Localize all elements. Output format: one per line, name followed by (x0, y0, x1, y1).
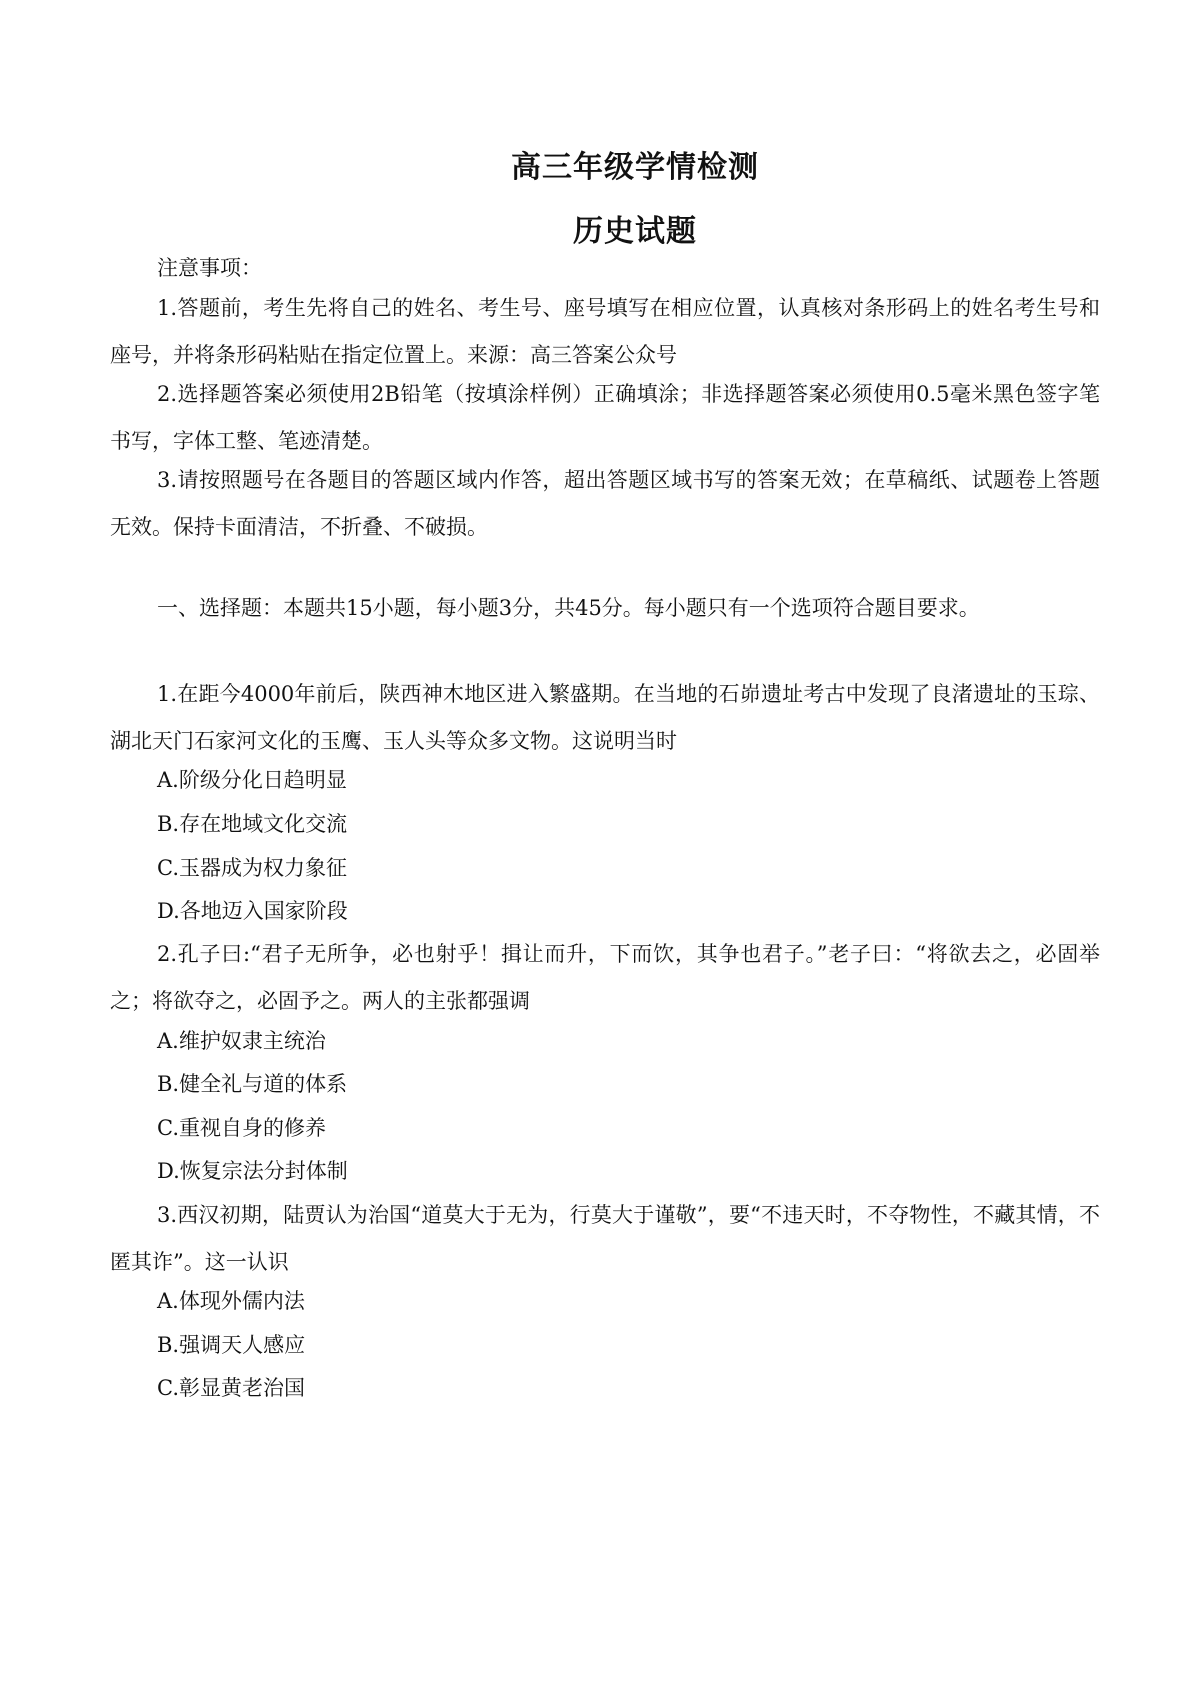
notice-item-1: 1.答题前，考生先将自己的姓名、考生号、座号填写在相应位置，认真核对条形码上的姓名考生号和座号，并将条形码粘贴在指定位置上。来源：高三答案公众号 (110, 296, 1100, 367)
exam-title: 高三年级学情检测 (511, 150, 759, 185)
notice-heading: 注意事项： (157, 256, 262, 280)
notice-item-3: 3.请按照题号在各题目的答题区域内作答，超出答题区域书写的答案无效；在草稿纸、试题卷上答题无效。保持卡面清洁，不折叠、不破损。 (110, 468, 1100, 539)
question-1-option-b: B.存在地域文化交流 (157, 812, 348, 836)
question-1-stem: 1.在距今4000年前后，陕西神木地区进入繁盛期。在当地的石峁遗址考古中发现了良渚遗址的玉琮、湖北天门石家河文化的玉鹰、玉人头等众多文物。这说明当时 (110, 682, 1100, 753)
question-3-option-a: A.体现外儒内法 (157, 1289, 305, 1313)
question-2-option-a: A.维护奴隶主统治 (157, 1029, 326, 1053)
section-heading: 一、选择题：本题共15小题，每小题3分，共45分。每小题只有一个选项符合题目要求。 (157, 596, 980, 620)
question-3-stem: 3.西汉初期，陆贾认为治国“道莫大于无为，行莫大于谨敬”，要“不违天时，不夺物性，不藏其情，不匿其诈”。这一认识 (110, 1203, 1100, 1274)
question-2-option-b: B.健全礼与道的体系 (157, 1072, 348, 1096)
question-1-option-a: A.阶级分化日趋明显 (157, 768, 347, 792)
question-1-option-d: D.各地迈入国家阶段 (157, 899, 348, 923)
question-2-option-c: C.重视自身的修养 (157, 1116, 326, 1140)
exam-subtitle: 历史试题 (573, 214, 697, 249)
question-1-option-c: C.玉器成为权力象征 (157, 856, 347, 880)
notice-item-2: 2.选择题答案必须使用2B铅笔（按填涂样例）正确填涂；非选择题答案必须使用0.5毫米黑色签字笔书写，字体工整、笔迹清楚。 (110, 382, 1100, 453)
question-2-option-d: D.恢复宗法分封体制 (157, 1159, 348, 1183)
question-3-option-b: B.强调天人感应 (157, 1333, 306, 1357)
question-3-option-c: C.彰显黄老治国 (157, 1376, 305, 1400)
question-2-stem: 2.孔子曰:“君子无所争，必也射乎！揖让而升，下而饮，其争也君子。”老子曰：“将欲去之，必固举之；将欲夺之，必固予之。两人的主张都强调 (110, 942, 1100, 1013)
